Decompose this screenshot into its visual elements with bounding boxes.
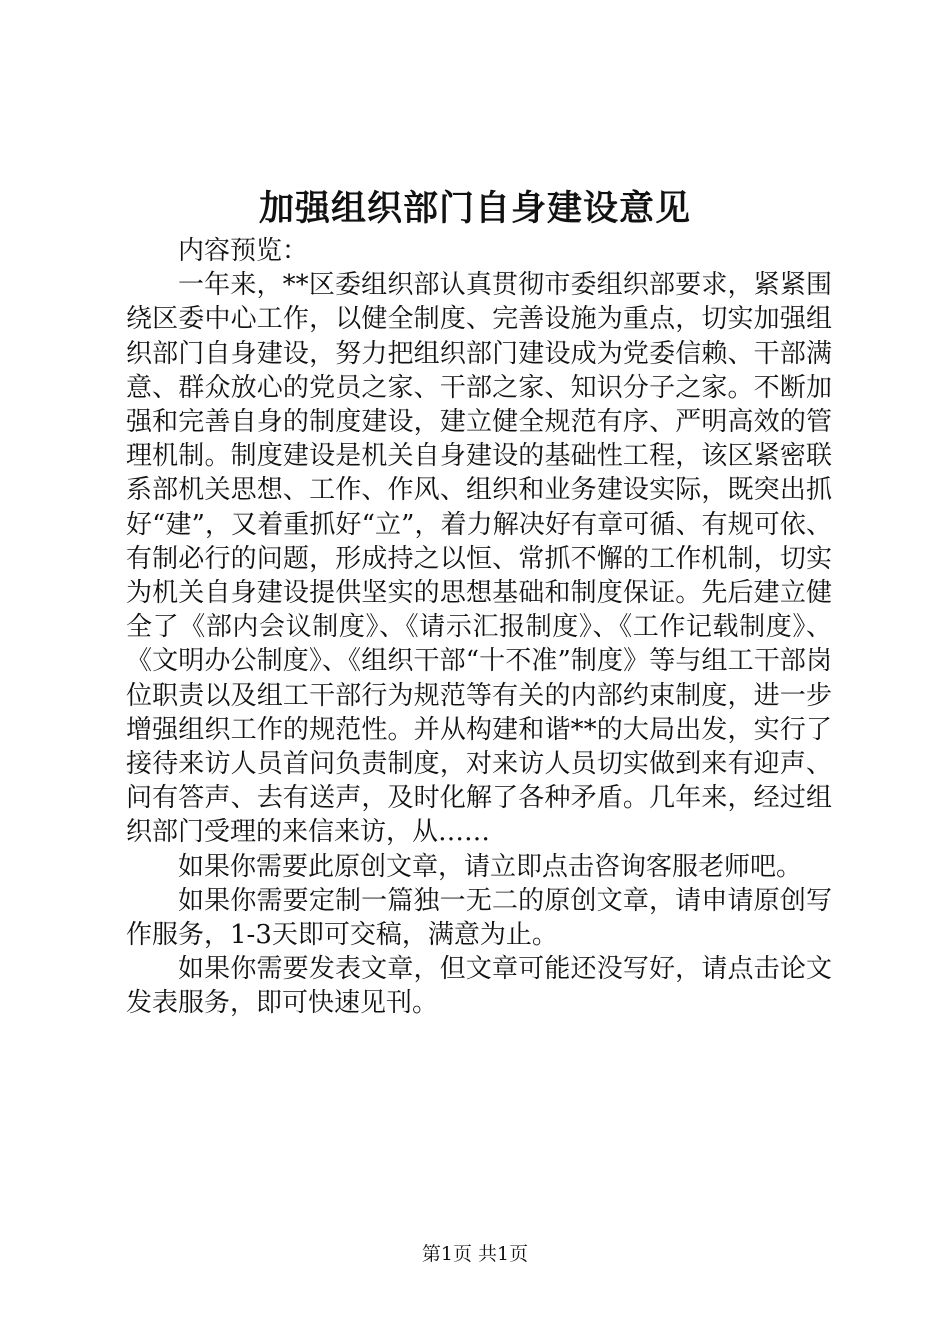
paragraph-publish: 如果你需要发表文章，但文章可能还没写好，请点击论文发表服务，即可快速见刊。 <box>126 954 832 1019</box>
paragraph-main: 一年来，**区委组织部认真贯彻市委组织部要求，紧紧围绕区委中心工作，以健全制度、完善设施为重点，切实加强组织部门自身建设，努力把组织部门建设成为党委信赖、干部满意、群众放心的党员之家、干部之家、知识分子之家。不断加强和完善自身的制度建设，建立健全规范有序、严明高效的管理机制。制度建设是机关自身建设的基础性工程，该区紧密联系部机关思想、工作、作风、组织和业务建设实际，既突出抓好“建”，又着重抓好“立”，着力解决好有章可循、有规可依、有制必行的问题，形成持之以恒、常抓不懈的工作机制，切实为机关自身建设提供坚实的思想基础和制度保证。先后建立健全了《部内会议制度》、《请示汇报制度》、《工作记载制度》、《文明办公制度》、《组织干部“十不准”制度》等与组工干部岗位职责以及组工干部行为规范等有关的内部约束制度，进一步增强组织工作的规范性。并从构建和谐**的大局出发，实行了接待来访人员首问负责制度，对来访人员切实做到来有迎声、问有答声、去有送声，及时化解了各种矛盾。几年来，经过组织部门受理的来信来访，从…… <box>126 270 832 848</box>
paragraph-custom-writing: 如果你需要定制一篇独一无二的原创文章，请申请原创写作服务，1-3天即可交稿，满意为止。 <box>126 885 832 951</box>
paragraph-consult: 如果你需要此原创文章，请立即点击咨询客服老师吧。 <box>178 851 803 882</box>
preview-label: 内容预览： <box>178 236 309 266</box>
document-title: 加强组织部门自身建设意见 <box>258 188 691 229</box>
page-footer: 第1页 共1页 <box>421 1243 529 1265</box>
document-body <box>126 234 832 1021</box>
